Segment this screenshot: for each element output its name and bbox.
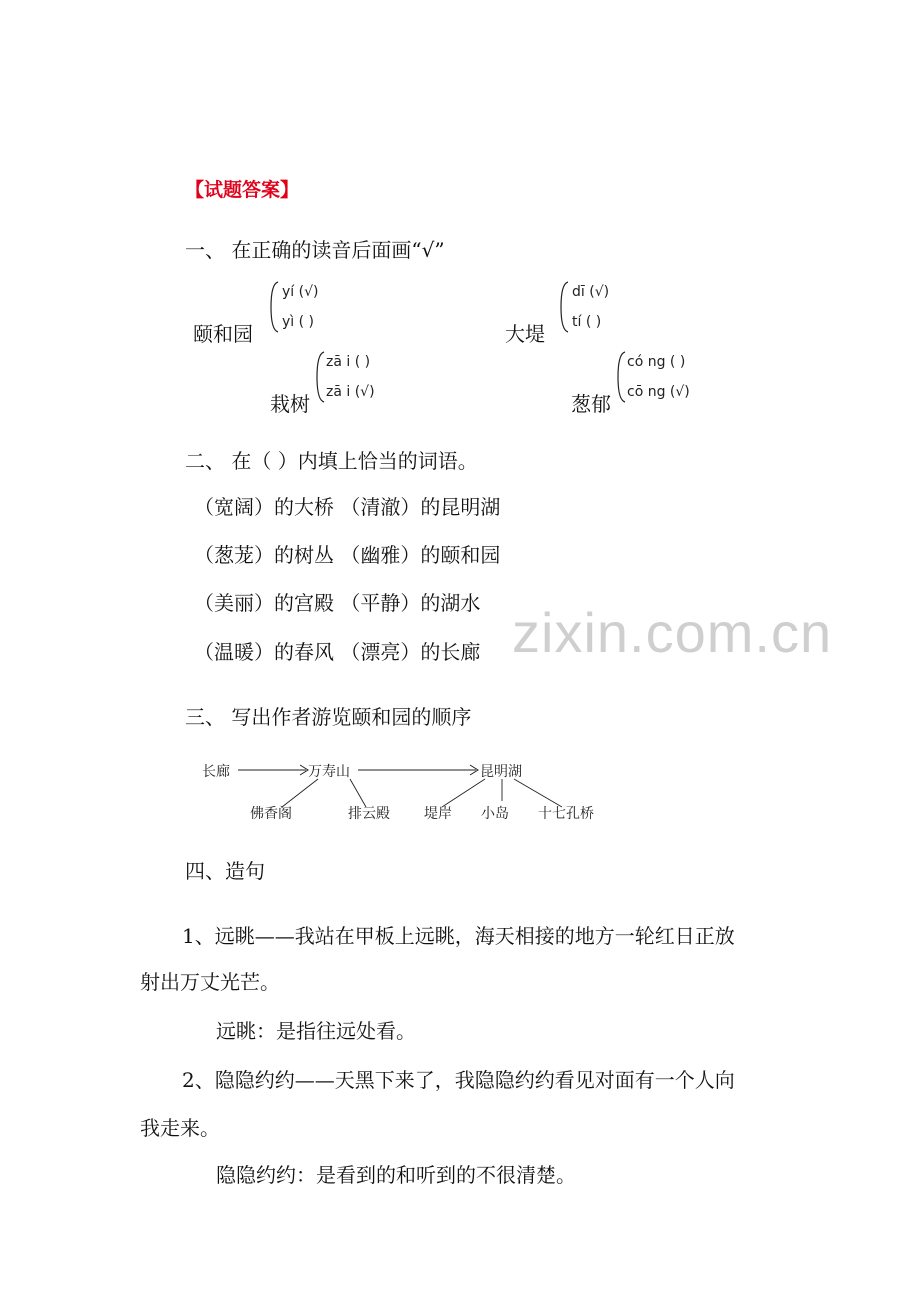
- reading-option: cō ng (√): [627, 384, 690, 400]
- sentence-2-cont: 我走来。: [140, 1116, 220, 1140]
- route-subnode: 堤岸: [424, 806, 452, 822]
- brace-icon: [615, 350, 627, 404]
- route-node: 长廊: [202, 764, 230, 780]
- reading-option: có ng ( ): [627, 354, 686, 370]
- q1-word: 栽树: [270, 392, 310, 416]
- q2-row: （宽阔）的大桥 （清澈）的昆明湖: [194, 495, 501, 519]
- definition-1: 远眺：是指往远处看。: [216, 1019, 416, 1043]
- sentence-2: 2、隐隐约约——天黑下来了，我隐隐约约看见对面有一个人向: [182, 1068, 735, 1092]
- sentence-1-cont: 射出万丈光芒。: [140, 970, 280, 994]
- brace-icon: [558, 280, 570, 334]
- watermark: zixin.com.cn: [512, 601, 833, 664]
- q1-title: 一、 在正确的读音后面画“√”: [185, 238, 445, 262]
- reading-option: zā i ( ): [326, 354, 371, 370]
- sentence-1: 1、远眺——我站在甲板上远眺，海天相接的地方一轮红日正放: [182, 924, 735, 948]
- brace-icon: [268, 280, 280, 334]
- reading-option: tí ( ): [572, 314, 602, 330]
- q1-word: 葱郁: [571, 392, 611, 416]
- q2-row: （美丽）的宫殿 （平静）的湖水: [194, 591, 481, 615]
- route-subnode: 排云殿: [348, 806, 390, 822]
- reading-option: zā i (√): [326, 384, 375, 400]
- q2-row: （葱茏）的树丛 （幽雅）的颐和园: [194, 543, 501, 567]
- reading-option: dī (√): [572, 284, 610, 300]
- q1-word: 颐和园: [193, 322, 253, 346]
- q1-word: 大堤: [505, 322, 545, 346]
- reading-option: yí (√): [282, 284, 319, 300]
- answer-header: 【试题答案】: [185, 179, 300, 201]
- q4-title: 四、造句: [185, 859, 265, 883]
- q2-title: 二、 在（ ）内填上恰当的词语。: [185, 449, 478, 473]
- route-node: 昆明湖: [480, 764, 522, 780]
- route-subnode: 十七孔桥: [538, 806, 594, 822]
- route-subnode: 小岛: [481, 806, 509, 822]
- route-subnode: 佛香阁: [250, 806, 292, 822]
- q2-row: （温暖）的春风 （漂亮）的长廊: [194, 640, 481, 664]
- q3-title: 三、 写出作者游览颐和园的顺序: [185, 705, 472, 729]
- reading-option: yì ( ): [282, 314, 314, 330]
- definition-2: 隐隐约约：是看到的和听到的不很清楚。: [216, 1163, 576, 1187]
- route-node: 万寿山: [308, 764, 350, 780]
- brace-icon: [314, 350, 326, 404]
